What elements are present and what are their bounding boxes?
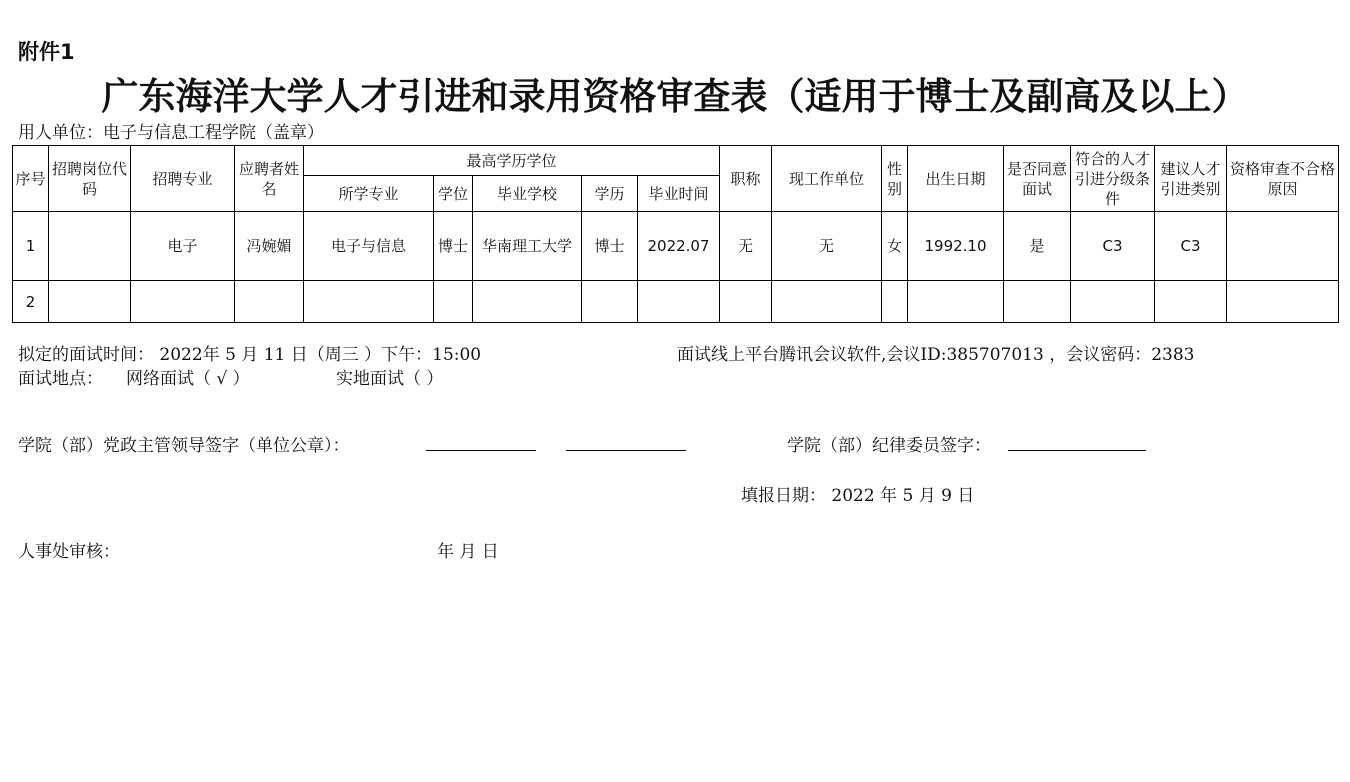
header-gender: 性别: [882, 146, 908, 212]
cell-edu-major: [304, 281, 434, 323]
header-condition: 符合的人才引进分级条件: [1071, 146, 1155, 212]
header-birth: 出生日期: [908, 146, 1004, 212]
cell-gender: 女: [882, 212, 908, 281]
qualification-table: [12, 145, 1339, 323]
discipline-signature-label: 学院（部）纪律委员签字：: [787, 436, 991, 456]
cell-degree: 博士: [434, 212, 473, 281]
header-edu-group: 最高学历学位: [304, 146, 720, 176]
cell-interview: [1004, 281, 1071, 323]
cell-major: [131, 281, 235, 323]
place-onsite-option: 实地面试（ ）: [336, 369, 444, 389]
cell-workplace: 无: [772, 212, 882, 281]
cell-grad-time: [638, 281, 720, 323]
cell-gender: [882, 281, 908, 323]
header-workplace: 现工作单位: [772, 146, 882, 212]
header-reason: 资格审查不合格原因: [1227, 146, 1339, 212]
attachment-label: 附件1: [18, 40, 75, 64]
header-seq: 序号: [13, 146, 49, 212]
online-meeting-info: 面试线上平台腾讯会议软件,会议ID:385707013 ，会议密码：2383: [677, 345, 1195, 365]
leader-signature-line: [426, 432, 536, 451]
cell-degree: [434, 281, 473, 323]
header-title: 职称: [720, 146, 772, 212]
cell-category: C3: [1155, 212, 1227, 281]
hr-review-date: 年 月 日: [437, 542, 499, 562]
cell-seq: 2: [13, 281, 49, 323]
header-category: 建议人才引进类别: [1155, 146, 1227, 212]
cell-interview: 是: [1004, 212, 1071, 281]
leader-signature-label: 学院（部）党政主管领导签字（单位公章）：: [18, 436, 350, 456]
cell-seq: 1: [13, 212, 49, 281]
header-degree: 学位: [434, 176, 473, 212]
table-row: [13, 212, 1339, 281]
header-school: 毕业学校: [473, 176, 582, 212]
cell-title: 无: [720, 212, 772, 281]
header-education: 学历: [582, 176, 638, 212]
interview-place-label: 面试地点：: [18, 369, 103, 389]
cell-post-code: [49, 281, 131, 323]
cell-category: [1155, 281, 1227, 323]
header-grad-time: 毕业时间: [638, 176, 720, 212]
cell-condition: [1071, 281, 1155, 323]
header-major: 招聘专业: [131, 146, 235, 212]
cell-education: 博士: [582, 212, 638, 281]
header-post-code: 招聘岗位代码: [49, 146, 131, 212]
cell-title: [720, 281, 772, 323]
cell-grad-time: 2022.07: [638, 212, 720, 281]
cell-name: [235, 281, 304, 323]
cell-school: 华南理工大学: [473, 212, 582, 281]
interview-time: 拟定的面试时间： 2022年 5 月 11 日（周三 ）下午：15:00: [18, 345, 482, 365]
cell-reason: [1227, 212, 1339, 281]
cell-major: 电子: [131, 212, 235, 281]
cell-post-code: [49, 212, 131, 281]
employer-unit: 用人单位：电子与信息工程学院（盖章）: [18, 123, 324, 143]
hr-review-label: 人事处审核：: [18, 542, 120, 562]
form-title: 广东海洋大学人才引进和录用资格审查表（适用于博士及副高及以上）: [101, 74, 1249, 118]
cell-school: [473, 281, 582, 323]
table-row: [13, 281, 1339, 323]
discipline-signature-line: [1008, 432, 1146, 451]
cell-condition: C3: [1071, 212, 1155, 281]
cell-workplace: [772, 281, 882, 323]
cell-reason: [1227, 281, 1339, 323]
cell-edu-major: 电子与信息: [304, 212, 434, 281]
cell-birth: 1992.10: [908, 212, 1004, 281]
cell-education: [582, 281, 638, 323]
cell-birth: [908, 281, 1004, 323]
fill-date: 填报日期： 2022 年 5 月 9 日: [741, 486, 975, 506]
header-edu-major: 所学专业: [304, 176, 434, 212]
place-online-option: 网络面试（ √ ）: [126, 369, 250, 389]
header-interview: 是否同意面试: [1004, 146, 1071, 212]
header-name: 应聘者姓名: [235, 146, 304, 212]
table-header-row: [13, 146, 1339, 176]
cell-name: 冯婉媚: [235, 212, 304, 281]
seal-line: [566, 432, 686, 451]
